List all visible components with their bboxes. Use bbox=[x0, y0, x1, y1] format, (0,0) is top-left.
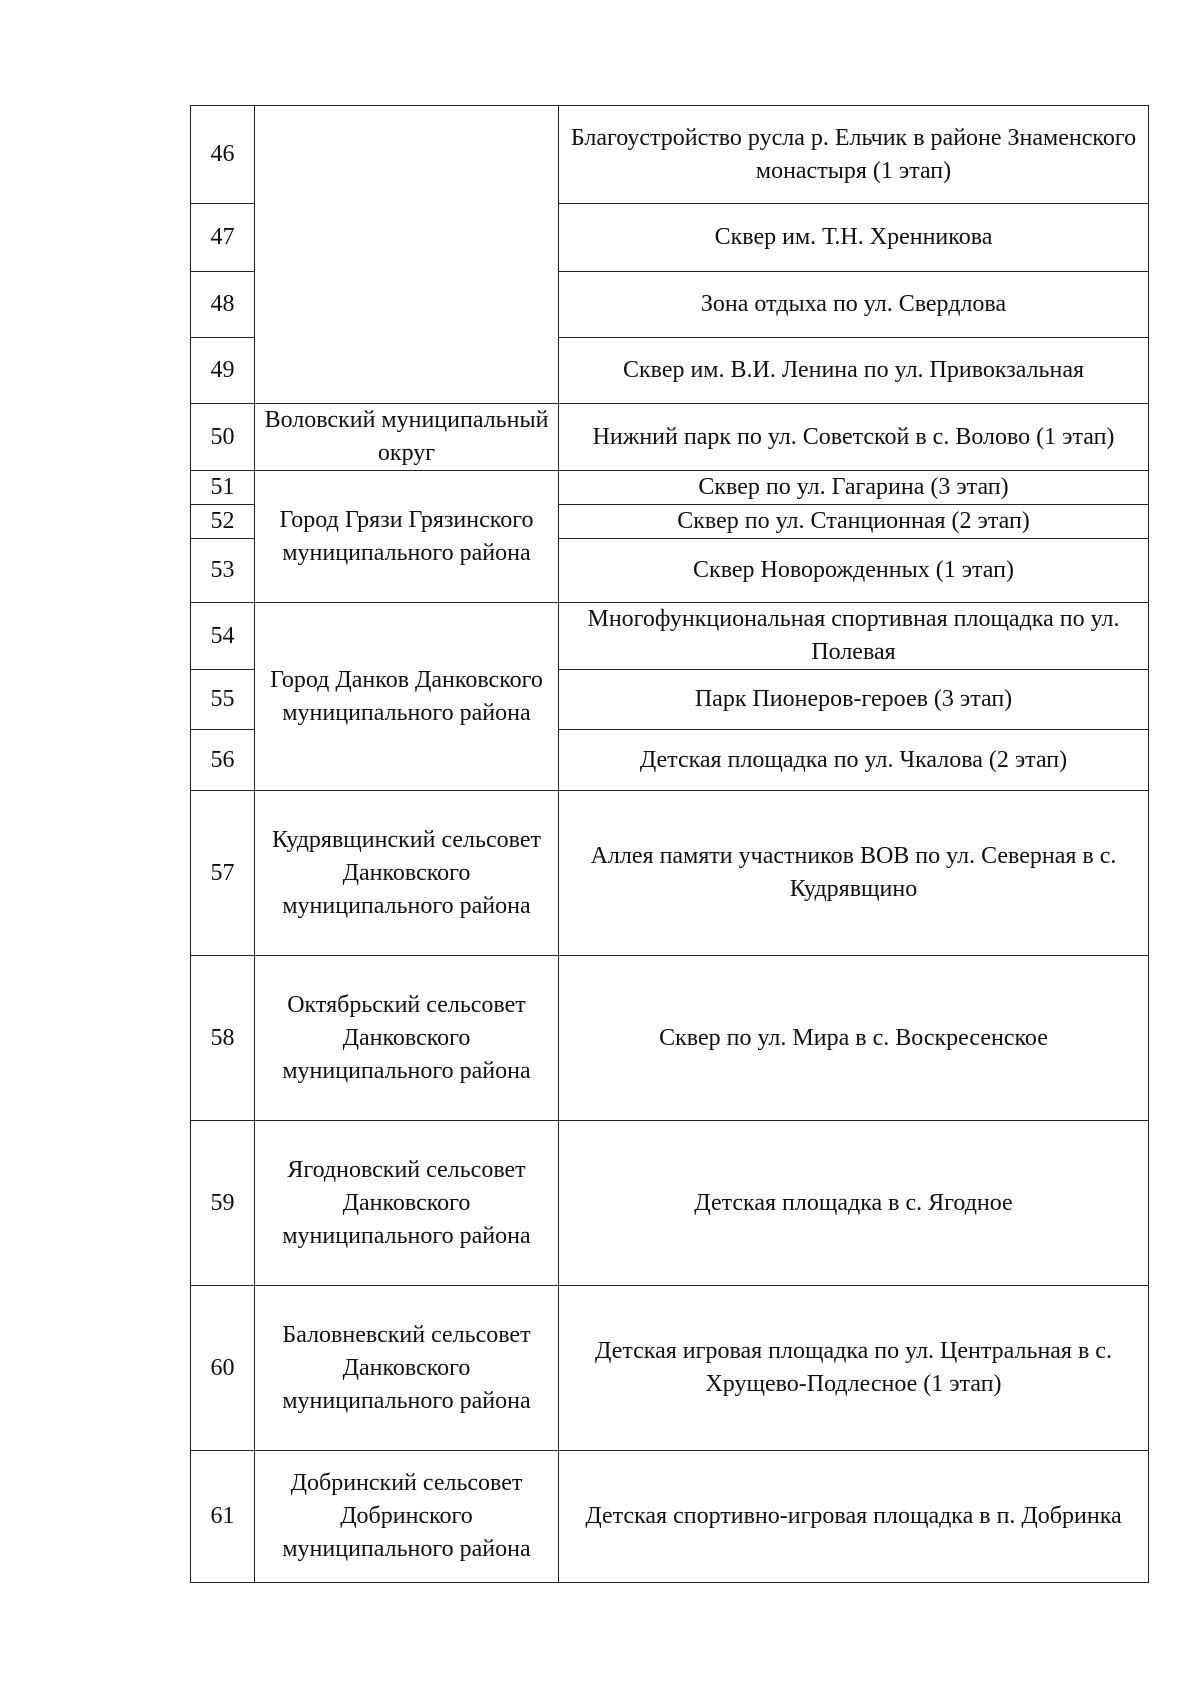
object-name-cell: Сквер им. В.И. Ленина по ул. Привокзальная bbox=[559, 338, 1149, 404]
table-row bbox=[191, 1451, 1149, 1583]
table-row bbox=[191, 791, 1149, 956]
object-name-cell: Многофункциональная спортивная площадка по ул. Полевая bbox=[559, 603, 1149, 670]
row-number: 51 bbox=[191, 471, 255, 505]
table-body bbox=[191, 106, 1149, 1583]
object-name-cell: Сквер Новорожденных (1 этап) bbox=[559, 539, 1149, 603]
row-number: 50 bbox=[191, 404, 255, 471]
table-row bbox=[191, 1121, 1149, 1286]
municipality-cell: Воловский муниципальный округ bbox=[255, 404, 559, 471]
municipality-cell: Город Грязи Грязинского муниципального района bbox=[255, 471, 559, 603]
object-name-cell: Детская игровая площадка по ул. Центральная в с. Хрущево-Подлесное (1 этап) bbox=[559, 1286, 1149, 1451]
row-number: 49 bbox=[191, 338, 255, 404]
table-row bbox=[191, 1286, 1149, 1451]
table-row bbox=[191, 404, 1149, 471]
municipality-cell: Баловневский сельсовет Данковского муниципального района bbox=[255, 1286, 559, 1451]
table-row bbox=[191, 603, 1149, 670]
municipality-cell: Добринский сельсовет Добринского муниципального района bbox=[255, 1451, 559, 1583]
municipality-cell bbox=[255, 106, 559, 404]
objects-table bbox=[190, 105, 1149, 1583]
object-name-cell: Сквер им. Т.Н. Хренникова bbox=[559, 204, 1149, 272]
object-name-cell: Аллея памяти участников ВОВ по ул. Северная в с. Кудрявщино bbox=[559, 791, 1149, 956]
object-name-cell: Парк Пионеров-героев (3 этап) bbox=[559, 670, 1149, 730]
row-number: 56 bbox=[191, 730, 255, 791]
object-name-cell: Детская спортивно-игровая площадка в п. Добринка bbox=[559, 1451, 1149, 1583]
object-name-cell: Сквер по ул. Мира в с. Воскресенское bbox=[559, 956, 1149, 1121]
row-number: 57 bbox=[191, 791, 255, 956]
row-number: 61 bbox=[191, 1451, 255, 1583]
row-number: 52 bbox=[191, 505, 255, 539]
table-row bbox=[191, 956, 1149, 1121]
municipality-cell: Октябрьский сельсовет Данковского муниципального района bbox=[255, 956, 559, 1121]
table-row bbox=[191, 471, 1149, 505]
object-name-cell: Детская площадка по ул. Чкалова (2 этап) bbox=[559, 730, 1149, 791]
object-name-cell: Нижний парк по ул. Советской в с. Волово (1 этап) bbox=[559, 404, 1149, 471]
object-name-cell: Благоустройство русла р. Ельчик в районе Знаменского монастыря (1 этап) bbox=[559, 106, 1149, 204]
row-number: 60 bbox=[191, 1286, 255, 1451]
municipality-cell: Ягодновский сельсовет Данковского муниципального района bbox=[255, 1121, 559, 1286]
row-number: 59 bbox=[191, 1121, 255, 1286]
row-number: 48 bbox=[191, 272, 255, 338]
object-name-cell: Сквер по ул. Станционная (2 этап) bbox=[559, 505, 1149, 539]
row-number: 46 bbox=[191, 106, 255, 204]
municipality-cell: Кудрявщинский сельсовет Данковского муниципального района bbox=[255, 791, 559, 956]
object-name-cell: Детская площадка в с. Ягодное bbox=[559, 1121, 1149, 1286]
row-number: 58 bbox=[191, 956, 255, 1121]
table-row bbox=[191, 106, 1149, 204]
object-name-cell: Сквер по ул. Гагарина (3 этап) bbox=[559, 471, 1149, 505]
row-number: 47 bbox=[191, 204, 255, 272]
row-number: 53 bbox=[191, 539, 255, 603]
row-number: 55 bbox=[191, 670, 255, 730]
row-number: 54 bbox=[191, 603, 255, 670]
municipality-cell: Город Данков Данковского муниципального района bbox=[255, 603, 559, 791]
object-name-cell: Зона отдыха по ул. Свердлова bbox=[559, 272, 1149, 338]
